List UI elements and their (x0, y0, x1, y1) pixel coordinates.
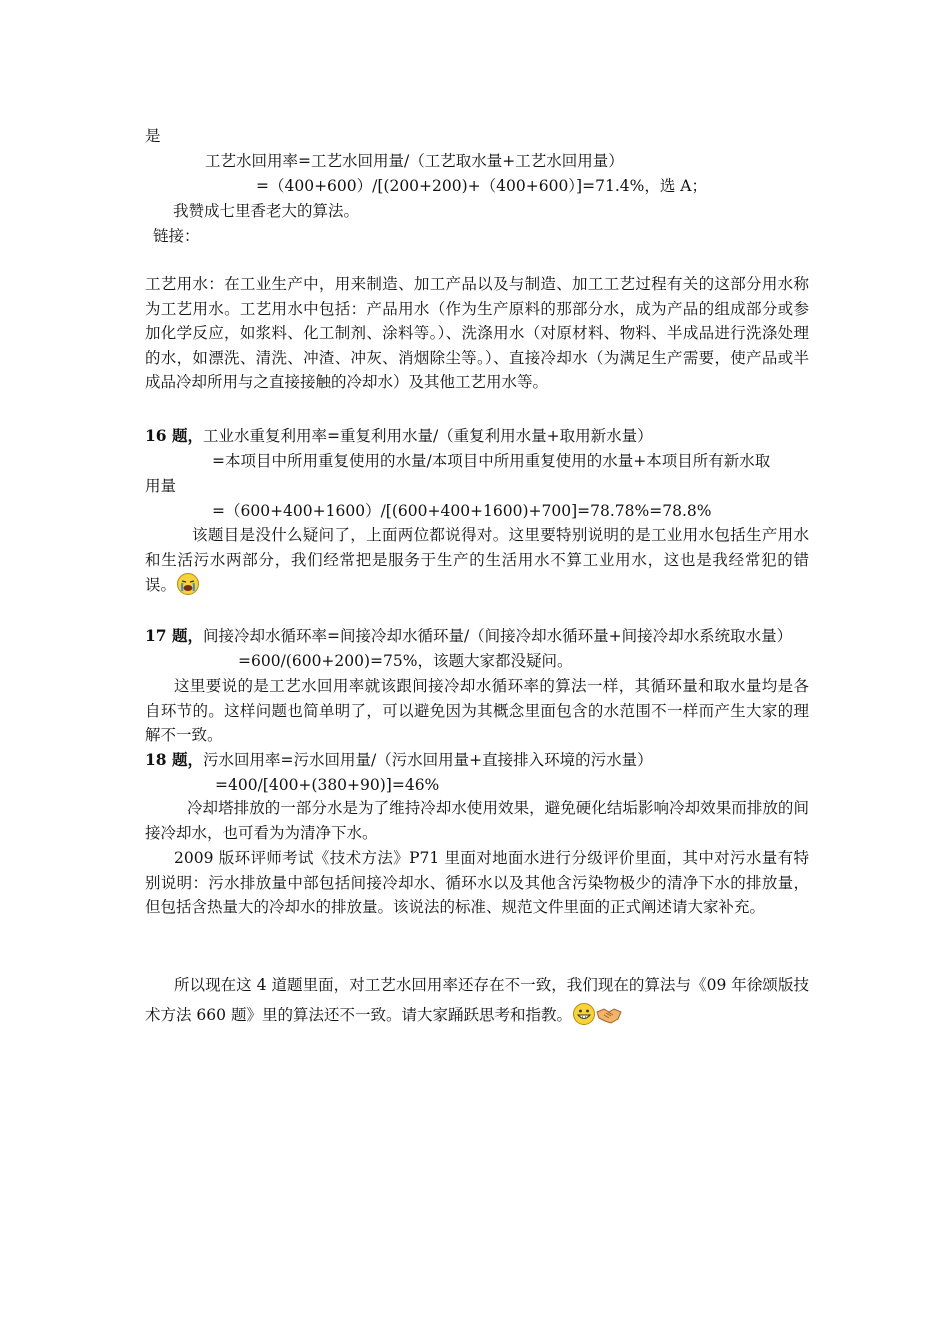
q16-formula-line2b: 用量 (145, 477, 177, 495)
q16-formula: 工业水重复利用率=重复利用水量/（重复利用水量+取用新水量） (202, 427, 653, 445)
process-reuse-calc: =（400+600）/[(200+200)+（400+600）]=71.4%，选 A； (256, 177, 707, 195)
process-reuse-formula: 工艺水回用率=工艺水回用量/（工艺取水量+工艺水回用量） (205, 152, 624, 170)
q17-comment: 这里要说的是工艺水回用率就该跟间接冷却水循环率的算法一样，其循环量和取水量均是各自环节的。这样问题也简单明了，可以避免因为其概念里面包含的水范围不一样而产生大家的理解不一致。 (145, 677, 809, 744)
q17-formula: 间接冷却水循环率=间接冷却水循环量/（间接冷却水循环量+间接冷却水系统取水量） (202, 627, 793, 645)
agree-line: 我赞成七里香老大的算法。 (173, 202, 360, 220)
process-water-definition: 工艺用水：在工业生产中，用来制造、加工产品以及与制造、加工工艺过程有关的这部分用水称为工艺用水。工艺用水中包括：产品用水（作为生产原料的那部分水，成为产品的组成部分或参加化学反应，如浆料、化工制剂、涂料等。）、洗涤用水（对原材料、物料、半成品进行洗涤处理的水，如漂洗、清洗、冲渣、冲灰、消烟除尘等。）、直接冷却水（为满足生产需要，使产品或半成品冷却所用与之直接接触的冷却水）及其他工艺用水等。 (145, 275, 809, 391)
q18-header (145, 749, 653, 771)
q18-formula: 污水回用率=污水回用量/（污水回用量+直接排入环境的污水量） (202, 751, 653, 769)
q16-calculation: =（600+400+1600）/[(600+400+1600)+700]=78.78%=78.8% (212, 502, 712, 520)
q18-calculation: =400/[400+(380+90)]=46% (215, 776, 440, 794)
intro-line: 是 (145, 127, 161, 145)
crying-face-icon (176, 572, 200, 596)
conclusion (145, 970, 809, 1030)
link-label: 链接： (153, 227, 200, 245)
q17-label: 17 题， (145, 626, 203, 645)
q17-header (145, 625, 792, 647)
q18-label: 18 题， (145, 750, 203, 769)
handshake-icon (596, 1004, 622, 1026)
conclusion-text: 所以现在这 4 道题里面，对工艺水回用率还存在不一致，我们现在的算法与《09 年徐颂版技术方法 660 题》里的算法还不一致。请大家踊跃思考和指教。 (145, 976, 809, 1024)
q16-comment (145, 523, 809, 598)
q16-header (145, 425, 653, 447)
q16-formula-line2: =本项目中所用重复使用的水量/本项目中所用重复使用的水量+本项目所有新水取 (212, 452, 771, 470)
q16-label: 16 题， (145, 426, 203, 445)
q18-comment-cooling: 冷却塔排放的一部分水是为了维持冷却水使用效果，避免硬化结垢影响冷却效果而排放的间接冷却水，也可看为为清净下水。 (145, 799, 809, 842)
q18-comment-technical-methods: 2009 版环评师考试《技术方法》P71 里面对地面水进行分级评价里面，其中对污水量有特别说明：污水排放量中部包括间接冷却水、循环水以及其他含污染物极少的清净下水的排放量，但包括含热量大的冷却水的排放量。该说法的标准、规范文件里面的正式阐述请大家补充。 (145, 849, 809, 916)
grinning-face-icon (572, 1002, 596, 1026)
q16-comment-text: 该题目是没什么疑问了，上面两位都说得对。这里要特别说明的是工业用水包括生产用水和生活污水两部分，我们经常把是服务于生产的生活用水不算工业用水，这也是我经常犯的错误。 (145, 526, 809, 594)
q17-calculation: =600/(600+200)=75%，该题大家都没疑问。 (238, 652, 573, 670)
